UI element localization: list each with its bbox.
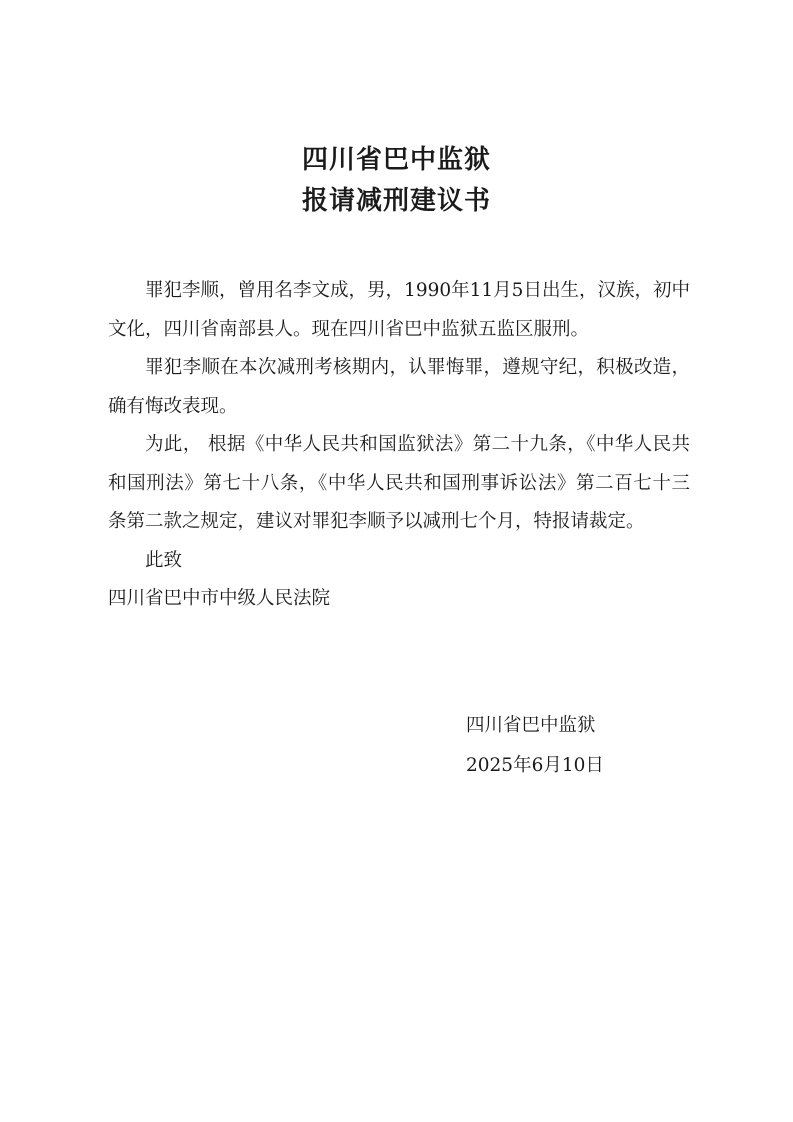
paragraph-legal-basis: 为此， 根据《中华人民共和国监狱法》第二十九条，《中华人民共和国刑法》第七十八条，《中华人民共和国刑事诉讼法》第二百七十三条第二款之规定，建议对罪犯李顺予以减刑七个月，特报请裁定。 <box>108 434 690 532</box>
signer-name: 四川省巴中监狱 <box>466 715 596 736</box>
paragraph-personal-info: 罪犯李顺，曾用名李文成，男，1990年11月5日出生，汉族，初中文化，四川省南部县人。现在四川省巴中监狱五监区服刑。 <box>108 280 690 340</box>
salutation: 此致 <box>145 549 183 571</box>
document-title-line2: 报请减刑建议书 <box>301 186 491 216</box>
signature-block <box>466 706 604 786</box>
paragraph-performance: 罪犯李顺在本次减刑考核期内，认罪悔罪，遵规守纪，积极改造，确有悔改表现。 <box>108 357 690 417</box>
document-title-line1: 四川省巴中监狱 <box>301 145 491 175</box>
signature-date: 2025年6月10日 <box>466 755 604 776</box>
recipient: 四川省巴中市中级人民法院 <box>108 588 331 609</box>
document-body <box>108 272 690 619</box>
